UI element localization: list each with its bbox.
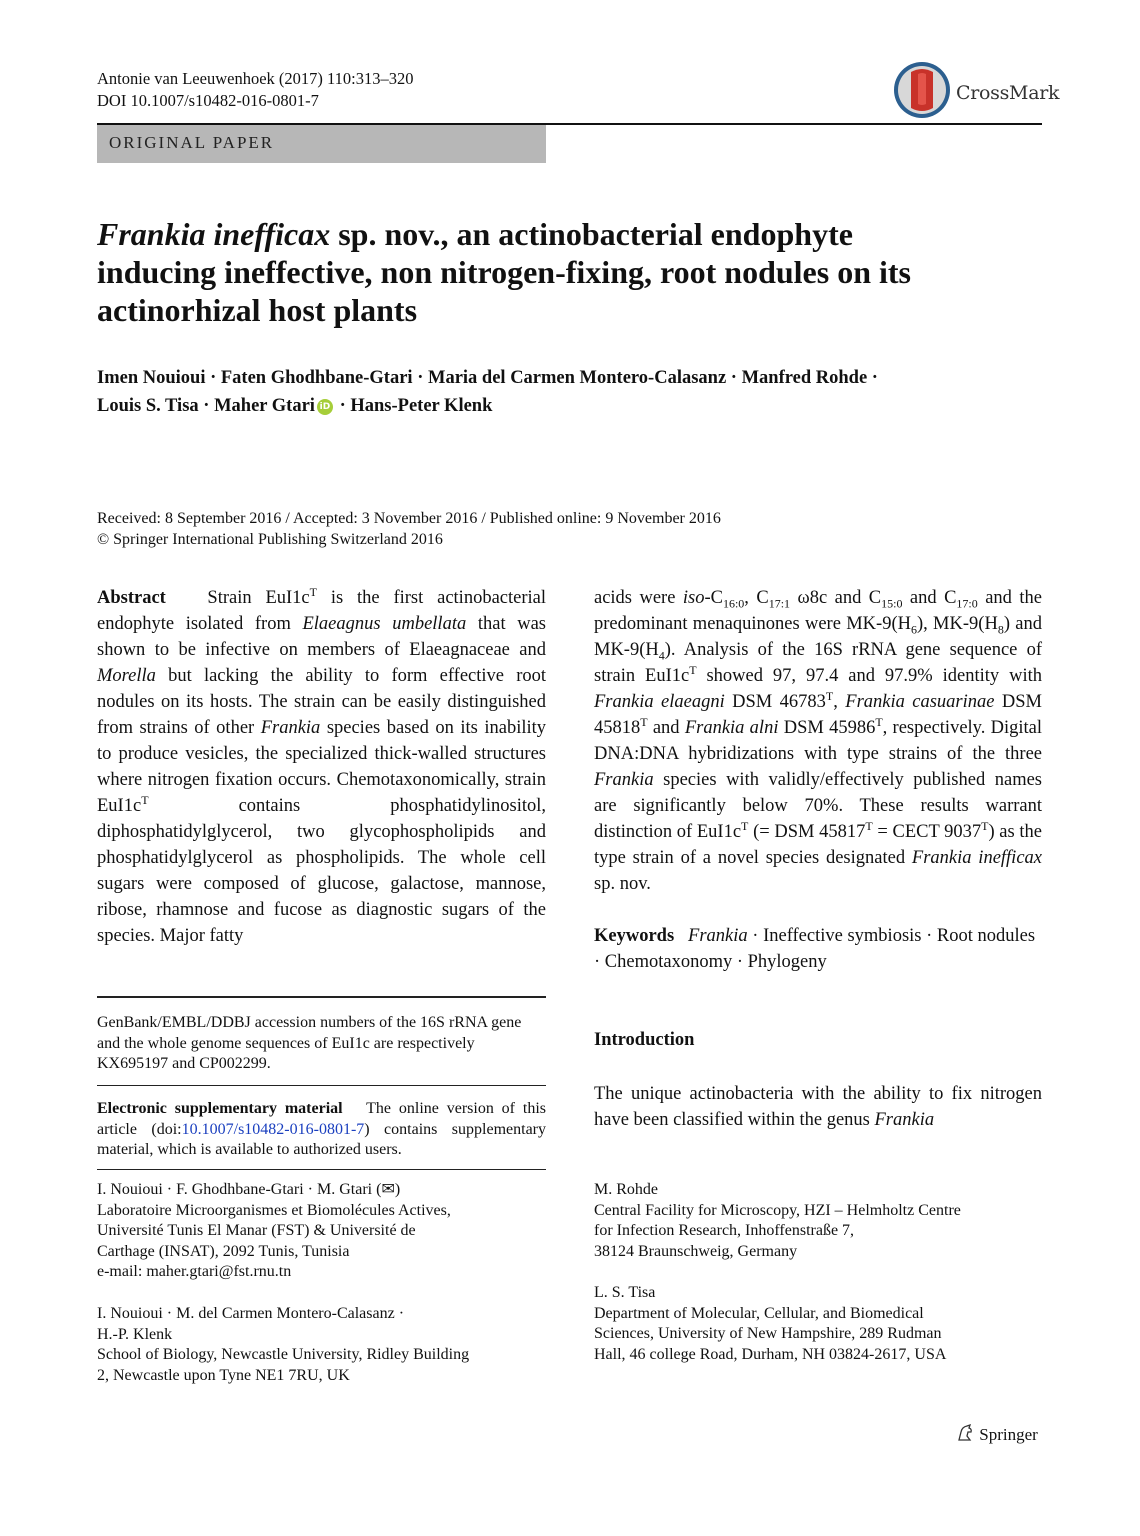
abstract-text: ). Analysis of the 16S rRNA gene sequence of strain EuI1c: [594, 640, 1042, 686]
publisher-logo: [955, 1423, 1038, 1445]
abstract-italic: Frankia casuarinae: [845, 692, 995, 712]
author-list: [97, 364, 1037, 420]
abstract-label: Abstract: [97, 588, 166, 608]
abstract-text: is the first actinobacterial endophyte isolated from: [97, 588, 546, 634]
abstract-text: = CECT 9037: [872, 822, 982, 842]
journal-line: Antonie van Leeuwenhoek (2017) 110:313–320: [97, 69, 414, 88]
doi-link[interactable]: 10.1007/s10482-016-0801-7: [181, 1120, 365, 1138]
footnote-rule: [97, 1085, 546, 1086]
affiliation-line: School of Biology, Newcastle University, Ridley Building: [97, 1346, 470, 1363]
abstract-text: that was shown to be infective on members of Elaeagnaceae and: [97, 614, 547, 660]
sup: T: [689, 662, 697, 677]
affiliation-newcastle: [97, 1304, 546, 1386]
title-line3: actinorhizal host plants: [97, 292, 418, 328]
affiliation-authors: I. Nouioui · F. Ghodhbane-Gtari · M. Gtari (✉): [97, 1181, 401, 1198]
title-species: Frankia inefficax: [97, 216, 331, 252]
author[interactable]: Manfred Rohde: [741, 368, 868, 388]
introduction-text: [594, 1081, 1042, 1133]
springer-horse-icon: [955, 1423, 975, 1443]
abstract-italic: Frankia inefficax: [911, 848, 1042, 868]
author-sep: ·: [334, 396, 351, 416]
sub: 6: [910, 622, 917, 637]
abstract-text: Strain EuI1c: [207, 588, 310, 608]
sub: 8: [997, 622, 1004, 637]
affiliation-line: Carthage (INSAT), 2092 Tunis, Tunisia: [97, 1242, 350, 1260]
abstract-continued: [594, 585, 1042, 897]
abstract-text: DSM 45818: [594, 692, 1042, 738]
abstract-text: ) as the type strain of a novel species designated: [594, 822, 1042, 868]
history-line: Received: 8 September 2016 / Accepted: 3 November 2016 / Published online: 9 November 2016: [97, 510, 721, 527]
abstract-text: , respectively. Digital DNA:DNA hybridizations with type strains of the three: [594, 718, 1042, 764]
author-sep: ·: [205, 368, 221, 388]
sub: 15:0: [881, 596, 903, 611]
abstract-text: contains phosphatidylinositol, diphosphatidylglycerol, two glycophospholipids and phosphatidylglycerol as phospholipids. The whole cell sugars were composed of glucose, galactose, mannose, ribose, rhamnose and fucose as diagnostic sugars of the species. Major fatty: [97, 796, 546, 946]
author[interactable]: Louis S. Tisa: [97, 396, 199, 416]
affiliation-line: Laboratoire Microorganismes et Biomolécules Actives,: [97, 1201, 451, 1219]
affiliation-authors: I. Nouioui · M. del Carmen Montero-Calasanz ·: [97, 1305, 405, 1322]
keywords-label: Keywords: [594, 926, 675, 946]
doi-line: DOI 10.1007/s10482-016-0801-7: [97, 91, 319, 110]
abstract-text: ω8c and C: [790, 588, 882, 608]
sup: T: [875, 714, 883, 729]
paper-type-banner: [97, 125, 546, 163]
affiliation-line: 2, Newcastle upon Tyne NE1 7RU, UK: [97, 1366, 350, 1384]
affiliation-line: for Infection Research, Inhoffenstraße 7,: [594, 1222, 855, 1239]
abstract-text: and C: [902, 588, 957, 608]
abstract-text: and: [647, 718, 685, 738]
paper-type-label: ORIGINAL PAPER: [109, 133, 275, 152]
intro-text: The unique actinobacteria with the ability to fix nitrogen have been classified within the genus: [594, 1084, 1042, 1130]
sub: 16:0: [722, 596, 745, 611]
esm-text: The online version of this article (doi:: [97, 1100, 546, 1138]
affiliation-line: Université Tunis El Manar (FST) & Université de: [97, 1222, 416, 1239]
title-line1: sp. nov., an actinobacterial endophyte: [330, 216, 853, 252]
affiliation-unh: [594, 1283, 1042, 1365]
author-sep: ·: [726, 368, 742, 388]
affiliation-line: Sciences, University of New Hampshire, 289 Rudman: [594, 1325, 942, 1342]
esm-note: [97, 1099, 546, 1161]
sup: T: [825, 688, 834, 703]
abstract-text: but lacking the ability to form effective root nodules on its hosts. The strain can be easily distinguished from strains of other: [97, 666, 546, 738]
abstract-text: species based on its inability to produce vesicles, the specialized thick-walled structures where nitrogen fixation occurs. Chemotaxonomically, strain EuI1c: [97, 718, 547, 816]
author-sep: ·: [867, 368, 878, 388]
keyword: Frankia: [688, 926, 748, 946]
title-line2: inducing ineffective, non nitrogen-fixing, root nodules on its: [97, 254, 911, 290]
crossmark-badge[interactable]: [892, 60, 1060, 120]
affiliation-line: Department of Molecular, Cellular, and Biomedical: [594, 1304, 924, 1322]
abstract-italic: iso: [682, 588, 705, 608]
keyword-list: · Ineffective symbiosis · Root nodules · Chemotaxonomy · Phylogeny: [594, 926, 1036, 972]
publisher-name: Springer: [979, 1425, 1038, 1444]
affiliation-authors: H.-P. Klenk: [97, 1325, 173, 1343]
sub: 17:1: [768, 596, 791, 611]
author-sep: ·: [412, 368, 428, 388]
copyright-line: © Springer International Publishing Switzerland 2016: [97, 531, 443, 548]
author[interactable]: Imen Nouioui: [97, 368, 206, 388]
article-title: [97, 215, 1027, 329]
abstract-text: ,: [833, 692, 846, 712]
abstract-italic: Frankia: [594, 770, 654, 790]
author[interactable]: Maher Gtari: [214, 396, 315, 416]
abstract-text: ), MK-9(H: [916, 614, 998, 634]
abstract-text: acids were: [594, 588, 683, 608]
author[interactable]: Maria del Carmen Montero-Calasanz: [428, 368, 727, 388]
affiliation-authors: L. S. Tisa: [594, 1284, 656, 1301]
abstract-text: DSM 46783: [724, 692, 826, 712]
esm-text: ) contains supplementary material, which is available to authorized users.: [97, 1120, 546, 1158]
abstract-italic: Morella: [97, 666, 156, 686]
affiliation-line: 38124 Braunschweig, Germany: [594, 1242, 798, 1260]
abstract: [97, 585, 546, 949]
sup: T: [309, 584, 317, 599]
abstract-italic: Frankia elaeagni: [594, 692, 725, 712]
abstract-text: and the predominant menaquinones were MK-9(H: [594, 588, 1042, 634]
abstract-text: -C: [704, 588, 723, 608]
genbank-note: GenBank/EMBL/DDBJ accession numbers of the 16S rRNA gene and the whole genome sequences of EuI1c are respectively KX695197 and CP002299.: [97, 1014, 522, 1072]
intro-italic: Frankia: [874, 1110, 935, 1130]
author[interactable]: Faten Ghodhbane-Gtari: [220, 368, 413, 388]
esm-label: Electronic supplementary material: [97, 1100, 343, 1117]
article-dates: [97, 508, 997, 550]
sub: 17:0: [956, 596, 978, 611]
crossmark-icon: [892, 60, 952, 120]
affiliation-line: Central Facility for Microscopy, HZI – Helmholtz Centre: [594, 1201, 961, 1219]
sup: T: [141, 792, 149, 807]
abstract-text: , C: [744, 588, 769, 608]
abstract-text: (= DSM 45817: [748, 822, 866, 842]
orcid-icon[interactable]: iD: [317, 399, 333, 415]
abstract-text: sp. nov.: [594, 874, 651, 894]
sup: T: [741, 818, 749, 833]
sup: T: [981, 818, 989, 833]
affiliation-authors: M. Rohde: [594, 1181, 658, 1198]
affiliation-hzi: [594, 1180, 1042, 1262]
abstract-text: ) and MK-9(H: [594, 614, 1042, 660]
abstract-italic: Elaeagnus umbellata: [302, 614, 467, 634]
sup: T: [865, 818, 873, 833]
sup: T: [640, 714, 648, 729]
affiliation-tunis: [97, 1180, 546, 1283]
email-line[interactable]: e-mail: maher.gtari@fst.rnu.tn: [97, 1263, 292, 1280]
crossmark-label: CrossMark: [956, 82, 1060, 104]
section-heading-introduction: Introduction: [594, 1030, 695, 1050]
abstract-italic: Frankia: [260, 718, 321, 738]
author[interactable]: Hans-Peter Klenk: [350, 396, 493, 416]
abstract-text: DSM 45986: [778, 718, 876, 738]
affiliation-line: Hall, 46 college Road, Durham, NH 03824-2617, USA: [594, 1345, 947, 1363]
abstract-text: species with validly/effectively published names are significantly below 70%. These results warrant distinction of EuI1c: [594, 770, 1042, 842]
keywords: [594, 923, 1042, 975]
abstract-text: showed 97, 97.4 and 97.9% identity with: [696, 666, 1042, 686]
footnote-rule: [97, 996, 546, 998]
abstract-italic: Frankia alni: [684, 718, 779, 738]
sub: 4: [658, 648, 665, 663]
footnote-rule: [97, 1169, 546, 1170]
author-sep: ·: [198, 396, 215, 416]
journal-citation: [97, 68, 413, 112]
